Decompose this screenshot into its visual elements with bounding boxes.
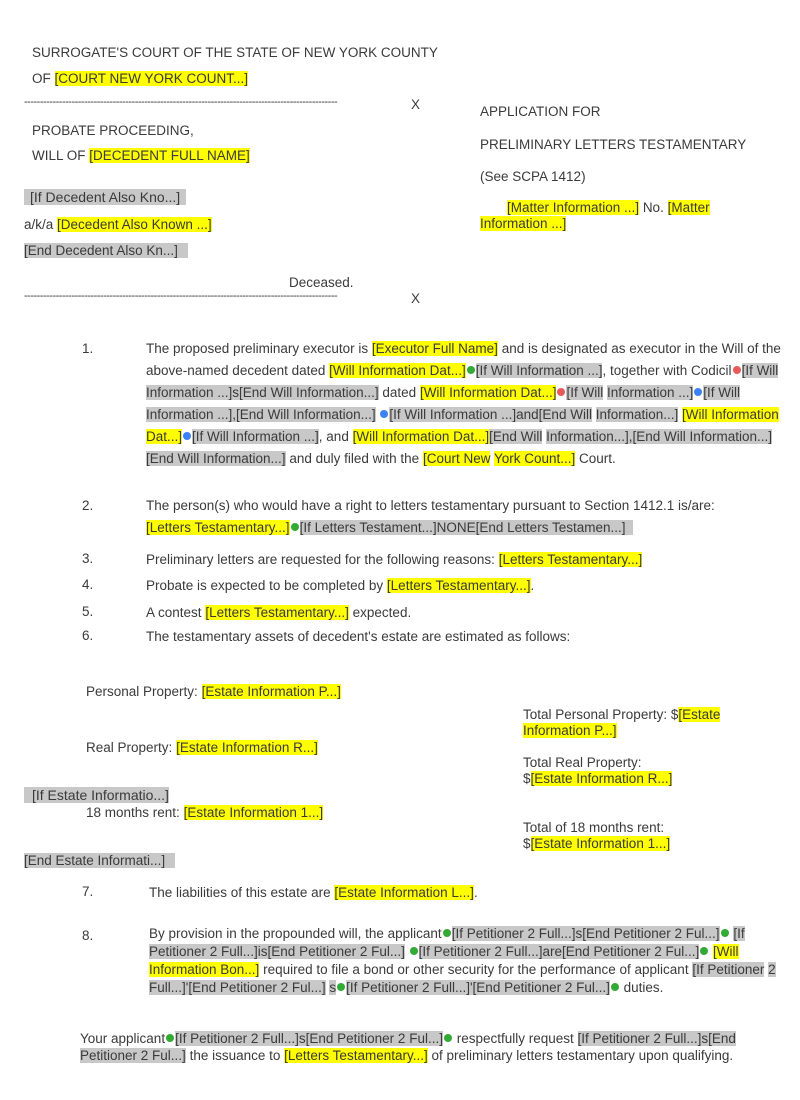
blue-marker-icon	[183, 432, 191, 440]
if-will-field-c2[interactable]: Information ...]	[607, 385, 694, 400]
real-property-label: Real Property:	[86, 740, 173, 755]
dated-label: dated	[382, 385, 417, 400]
closing-text-a: Your applicant	[80, 1031, 166, 1046]
para-5-number: 5.	[82, 604, 94, 619]
green-marker-icon	[291, 523, 299, 531]
para-6-number: 6.	[82, 628, 94, 643]
para-4-period: .	[530, 578, 535, 593]
end-estate-field[interactable]: [End Estate Informati...]	[24, 853, 175, 868]
blue-marker-icon	[380, 410, 388, 418]
court-heading: SURROGATE'S COURT OF THE STATE OF NEW YORK COUNTY	[32, 45, 438, 60]
contest-field[interactable]: [Letters Testamentary...]	[205, 605, 349, 620]
total-real-block	[523, 755, 672, 787]
para-1-number: 1.	[82, 341, 94, 356]
para-2-text: The person(s) who would have a right to letters testamentary pursuant to Section 1412.1 is/are:	[146, 498, 715, 513]
end-estate-block[interactable]	[24, 852, 175, 869]
will-date-field-c[interactable]: [Will Information Dat...]	[146, 407, 779, 444]
application-title-2: PRELIMINARY LETTERS TESTAMENTARY	[480, 137, 747, 152]
if-estate-field[interactable]: [If Estate Informatio...]	[24, 787, 169, 803]
para-4	[146, 577, 534, 594]
matter-no-label: No.	[642, 200, 664, 215]
closing-petitioner-field-a[interactable]: [If Petitioner 2 Full...]s[End Petitioner 2 Ful...]	[175, 1031, 443, 1046]
closing-text-b: respectfully request	[456, 1031, 574, 1046]
para-4-text: Probate is expected to be completed by	[146, 578, 384, 593]
personal-property-field[interactable]: [Estate Information P...]	[201, 684, 341, 699]
para-3	[146, 551, 642, 568]
bond-field-2[interactable]: Information Bon...]	[149, 962, 260, 977]
aka-field[interactable]: [Decedent Also Known ...]	[57, 217, 212, 232]
para-1-text-a: The proposed preliminary executor is	[146, 341, 369, 356]
if-will-field-f[interactable]: [If Will Information ...]	[192, 429, 319, 444]
closing-text-c: the issuance to	[189, 1048, 281, 1063]
para-6-text: The testamentary assets of decedent's estate are estimated as follows:	[146, 629, 571, 644]
para-5	[146, 604, 411, 621]
closing-letters-field[interactable]: [Letters Testamentary...]	[284, 1048, 428, 1063]
plural-s-field[interactable]: s	[232, 385, 240, 400]
petitioner-field-c[interactable]: [If Petitioner 2 Full...]are[End Petitioner 2 Ful...]	[418, 944, 700, 959]
para-5-text-b: expected.	[352, 605, 412, 620]
matter-number-block	[480, 200, 710, 232]
rent-label: 18 months rent:	[86, 805, 180, 820]
closing-petitioner-field-b2[interactable]: Petitioner 2 Ful...]	[80, 1048, 186, 1063]
rent-field[interactable]: [Estate Information 1...]	[183, 805, 324, 820]
if-will-field-c1[interactable]: [If Will	[566, 385, 604, 400]
possessive-s-field[interactable]: s	[329, 980, 337, 995]
codicil-label: Codicil	[691, 363, 732, 378]
application-title-1: APPLICATION FOR	[480, 104, 601, 119]
para-1	[146, 338, 782, 470]
red-marker-icon	[557, 388, 565, 396]
total-personal-field-2[interactable]: Information P...]	[523, 723, 617, 738]
total-personal-field-1[interactable]: [Estate	[678, 707, 721, 722]
liabilities-field[interactable]: [Estate Information L...]	[334, 885, 474, 900]
para-2-number: 2.	[82, 498, 94, 513]
letters-testamentary-field[interactable]: [Letters Testamentary...]	[146, 520, 290, 535]
blue-marker-icon	[694, 388, 702, 396]
green-marker-icon	[611, 983, 619, 991]
para-1-text-b: and is designated as executor in the Will of	[501, 341, 759, 356]
letters-none-field[interactable]: [If Letters Testament...]NONE[End Letters Testamen...]	[300, 520, 634, 535]
court-field-2[interactable]: York Count...]	[493, 451, 576, 466]
total-rent-field[interactable]: [Estate Information 1...]	[530, 836, 671, 851]
decedent-name-field[interactable]: [DECEDENT FULL NAME]	[89, 148, 250, 163]
caption-divider-bottom: ---------------------------------------------------------------------------------------------------	[24, 290, 338, 302]
if-will-field-e[interactable]: [If Will Information ...]	[389, 407, 517, 422]
court-of-label: OF	[32, 71, 51, 86]
para-8-text-c: duties.	[623, 980, 664, 995]
green-marker-icon	[443, 929, 451, 937]
bond-field-1[interactable]: [Will	[713, 944, 739, 959]
total-personal-block	[523, 707, 720, 739]
petitioner-field-b2[interactable]: Petitioner 2 Full...]is[End Petitioner 2 Ful...]	[149, 944, 405, 959]
para-1-text-c: the above-named decedent dated	[146, 341, 781, 378]
para-1-text-e: and duly filed with the	[289, 451, 420, 466]
executor-name-field[interactable]: [Executor Full Name]	[371, 341, 498, 356]
end-will-field-h[interactable]: ,[End Will Information...]	[628, 429, 773, 444]
if-will-field[interactable]: [If Will Information ...]	[475, 363, 603, 378]
probate-proceeding-label: PROBATE PROCEEDING,	[32, 123, 194, 138]
total-real-field[interactable]: [Estate Information R...]	[530, 771, 673, 786]
petitioner-field-d1[interactable]: [If Petitioner	[692, 962, 765, 977]
end-aka-block[interactable]	[24, 242, 188, 259]
total-rent-label: Total of 18 months rent:	[523, 820, 665, 835]
closing-paragraph	[80, 1030, 780, 1064]
caption-x-mark-bottom: X	[411, 291, 421, 306]
if-will-field-b[interactable]: [If Will Information ...]	[146, 363, 779, 400]
para-5-text-a: A contest	[146, 605, 202, 620]
will-date-field-d[interactable]: [Will Information Dat...]	[352, 429, 490, 444]
para-1-text-d: , together with	[602, 363, 688, 378]
petitioner-field-b1[interactable]: [If	[733, 926, 745, 941]
will-date-field-b[interactable]: [Will Information Dat...]	[419, 385, 557, 400]
end-will-field-c2[interactable]: Information...]	[595, 407, 679, 422]
if-aka-field[interactable]: [If Decedent Also Kno...]	[24, 189, 186, 205]
green-marker-icon	[166, 1034, 174, 1042]
green-marker-icon	[467, 366, 475, 374]
and-label: , and	[318, 429, 349, 444]
will-date-field[interactable]: [Will Information Dat...]	[329, 363, 466, 378]
matter-number-field-1[interactable]: [Matter	[667, 200, 710, 215]
para-8	[149, 925, 789, 997]
total-real-label: Total Real Property:	[523, 755, 642, 770]
end-will-field-i[interactable]: [End Will Information...]	[146, 451, 286, 466]
matter-info-field[interactable]: [Matter Information ...]	[507, 200, 640, 215]
end-will-field-b[interactable]: ,[End Will Information...]	[232, 407, 376, 422]
red-marker-icon	[733, 366, 741, 374]
real-property-line	[86, 739, 318, 756]
real-property-field[interactable]: [Estate Information R...]	[176, 740, 318, 755]
para-2	[146, 495, 786, 539]
aka-label: a/k/a	[24, 217, 54, 232]
end-will-field-g2[interactable]: Information...]	[546, 429, 629, 444]
green-marker-icon	[337, 983, 345, 991]
para-8-number: 8.	[82, 928, 94, 943]
reasons-field[interactable]: [Letters Testamentary...]	[498, 552, 643, 567]
court-field-1[interactable]: [Court New	[422, 451, 491, 466]
probate-date-field[interactable]: [Letters Testamentary...]	[386, 578, 531, 593]
para-4-number: 4.	[82, 577, 94, 592]
will-of-label: WILL OF	[32, 148, 86, 163]
para-8-text-a: By provision in the propounded will, the applicant	[149, 926, 442, 941]
closing-petitioner-field-b1[interactable]: [If Petitioner 2 Full...]s[End	[577, 1031, 736, 1046]
court-county-line	[32, 70, 248, 87]
total-personal-label: Total Personal Property: $	[523, 707, 679, 722]
caption-divider-top: ---------------------------------------------------------------------------------------------------	[24, 96, 338, 108]
if-estate-block[interactable]	[24, 787, 169, 804]
green-marker-icon	[721, 929, 729, 937]
green-marker-icon	[410, 947, 418, 955]
court-county-field[interactable]: [COURT NEW YORK COUNT...]	[54, 71, 249, 86]
end-will-field-g1[interactable]: [End Will	[489, 429, 543, 444]
para-1-text-f: Court.	[579, 451, 616, 466]
para-3-number: 3.	[82, 551, 94, 566]
if-will-field-d[interactable]: [If Will Information ...]	[146, 385, 741, 422]
para-7-period: .	[473, 885, 478, 900]
total-real-dollar: $	[523, 771, 531, 786]
total-rent-block	[523, 820, 670, 852]
deceased-label: Deceased.	[289, 275, 354, 290]
para-3-text: Preliminary letters are requested for the following reasons:	[146, 552, 495, 567]
matter-number-field-2[interactable]: Information ...]	[480, 216, 567, 231]
petitioner-field-d2[interactable]: 2 Full...]'[End Petitioner 2 Ful...]	[149, 962, 776, 995]
petitioner-field-a[interactable]: [If Petitioner 2 Full...]s[End Petitioner 2 Ful...]	[451, 926, 720, 941]
personal-property-line	[86, 683, 341, 700]
petitioner-field-e[interactable]: [If Petitioner 2 Full...]'[End Petitioner 2 Ful...]	[346, 980, 610, 995]
para-7	[149, 884, 478, 901]
if-aka-block[interactable]	[24, 189, 186, 206]
end-will-field[interactable]: [End Will Information...]	[239, 385, 379, 400]
para-7-text: The liabilities of this estate are	[149, 885, 331, 900]
total-rent-dollar: $	[523, 836, 531, 851]
caption-x-mark-top: X	[411, 97, 421, 112]
personal-property-label: Personal Property:	[86, 684, 198, 699]
green-marker-icon	[444, 1034, 452, 1042]
end-will-field-c1[interactable]: and[End Will	[516, 407, 592, 422]
closing-text-d: of preliminary letters testamentary upon qualifying.	[431, 1048, 734, 1063]
aka-line	[24, 216, 212, 233]
end-aka-field[interactable]: [End Decedent Also Kn...]	[24, 243, 188, 258]
rent-line	[86, 804, 323, 821]
green-marker-icon	[700, 947, 708, 955]
para-7-number: 7.	[82, 884, 94, 899]
will-of-line	[32, 147, 250, 164]
scpa-reference: (See SCPA 1412)	[480, 169, 586, 184]
para-8-text-b: required to file a bond or other security for the performance of applicant	[263, 962, 689, 977]
